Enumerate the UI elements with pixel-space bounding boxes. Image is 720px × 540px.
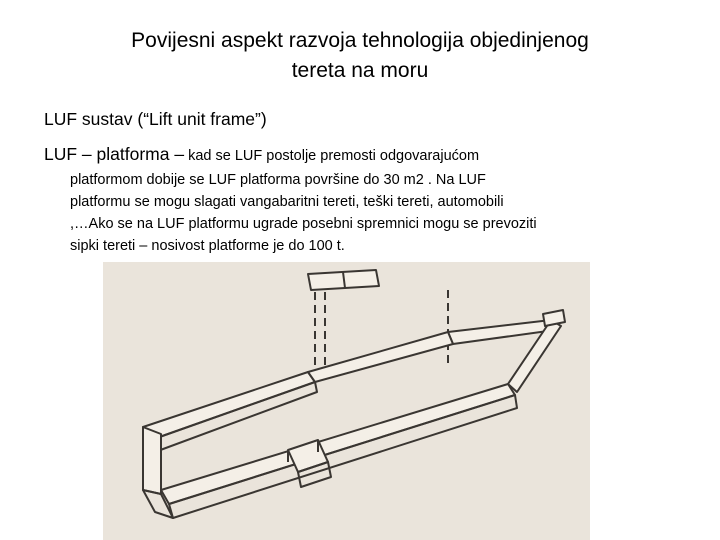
paragraph-line: platformu se mogu slagati vangabaritni tereti, teški tereti, automobili: [70, 194, 504, 210]
slide-title-line-2: tereta na moru: [291, 59, 429, 82]
paragraph-line: sipki tereti – nosivost platforme je do 100 t.: [70, 238, 345, 254]
heading-luf-platform-bold: LUF – platforma –: [44, 144, 185, 164]
description-paragraph: [70, 169, 690, 257]
paragraph-line: platformom dobije se LUF platforma površine do 30 m2 . Na LUF: [70, 172, 486, 188]
heading-luf-platform: [44, 144, 479, 165]
slide-title-line-1: Povijesni aspekt razvoja tehnologija objedinjenog: [131, 29, 589, 52]
heading-luf-platform-rest: kad se LUF postolje premosti odgovarajućom: [184, 148, 480, 164]
luf-platform-figure: [103, 262, 590, 540]
paragraph-line: ,…Ako se na LUF platformu ugrade posebni spremnici mogu se prevoziti: [70, 216, 537, 232]
luf-platform-drawing: [103, 262, 590, 540]
slide-title: [40, 26, 680, 86]
heading-luf-system: LUF sustav (“Lift unit frame”): [44, 109, 267, 129]
